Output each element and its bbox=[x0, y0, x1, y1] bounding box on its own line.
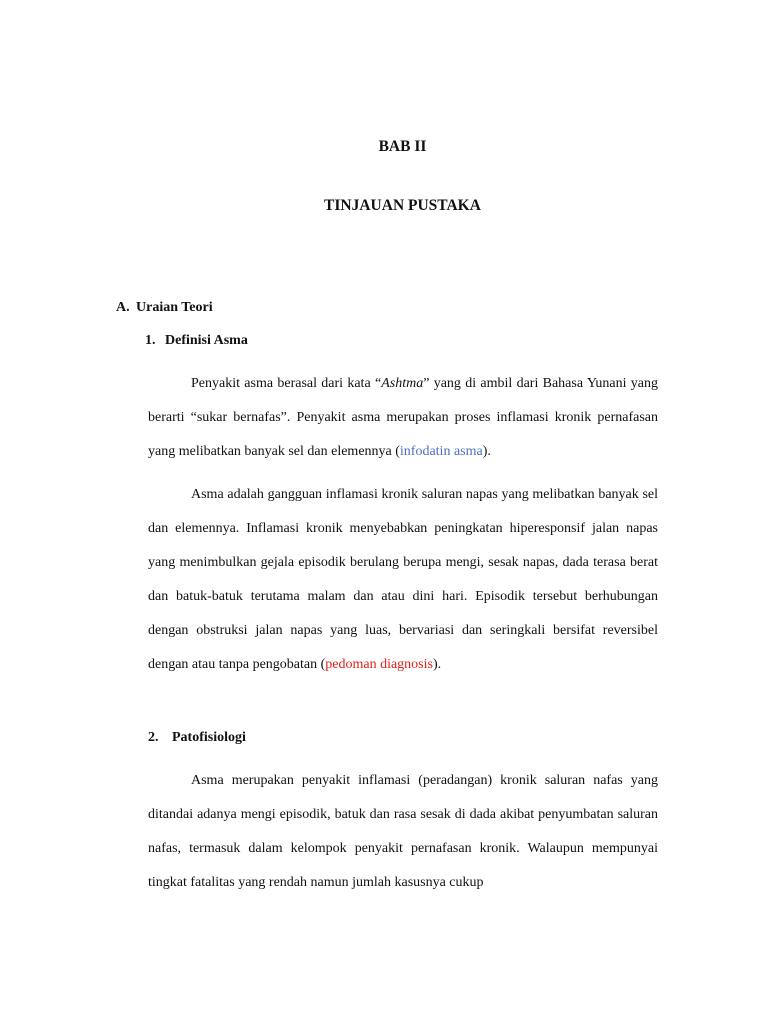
subsection-heading-2 bbox=[148, 730, 246, 746]
subsection-title: Definisi Asma bbox=[165, 333, 248, 348]
italic-term: Ashtma bbox=[381, 376, 424, 391]
paragraph-asthma-description bbox=[148, 478, 658, 682]
subsection-number: 2. bbox=[148, 730, 159, 745]
paragraph-definition bbox=[148, 367, 658, 469]
paragraph-text: Penyakit asma berasal dari kata “ bbox=[191, 376, 382, 391]
paragraph-pathophysiology bbox=[148, 764, 658, 900]
paragraph-text: ). bbox=[432, 657, 442, 672]
section-title: Uraian Teori bbox=[136, 300, 213, 315]
subsection-heading-1 bbox=[145, 333, 248, 349]
subsection-number: 1. bbox=[145, 333, 156, 348]
paragraph-text: Asma adalah gangguan inflamasi kronik saluran napas yang melibatkan banyak sel dan elemennya. Inflamasi kronik menyebabkan peningkatan hiperesponsif jalan napas yang menimbulkan gejala episodik berulang berupa mengi, sesak napas, dada terasa berat dan batuk-batuk terutama malam dan atau dini hari. Episodik tersebut berhubungan dengan obstruksi jalan napas yang luas, bervariasi dan seringkali bersifat reversibel dengan atau tanpa pengobatan ( bbox=[148, 487, 658, 672]
paragraph-text: ). bbox=[482, 444, 491, 459]
section-number: A. bbox=[116, 300, 130, 315]
section-heading-a bbox=[116, 300, 213, 316]
paragraph-text: Asma merupakan penyakit inflamasi (peradangan) kronik saluran nafas yang ditandai adanya mengi episodik, batuk dan rasa sesak di dada akibat penyumbatan saluran nafas, termasuk dalam kelompok penyakit pernafasan kronik. Walaupun mempunyai tingkat fatalitas yang rendah namun jumlah kasusnya cukup bbox=[148, 773, 658, 890]
chapter-title: TINJAUAN PUSTAKA bbox=[324, 197, 481, 214]
subsection-title: Patofisiologi bbox=[172, 730, 246, 745]
citation-link-infodatin[interactable]: infodatin asma bbox=[399, 444, 483, 459]
chapter-heading: BAB II bbox=[378, 138, 427, 155]
citation-link-pedoman[interactable]: pedoman diagnosis bbox=[325, 657, 433, 672]
paragraph-text: ” yang di ambil dari Bahasa Yunani yang berarti “sukar bernafas”. Penyakit asma merupakan proses inflamasi kronik pernafasan yang melibatkan banyak sel dan elemennya ( bbox=[148, 376, 659, 459]
